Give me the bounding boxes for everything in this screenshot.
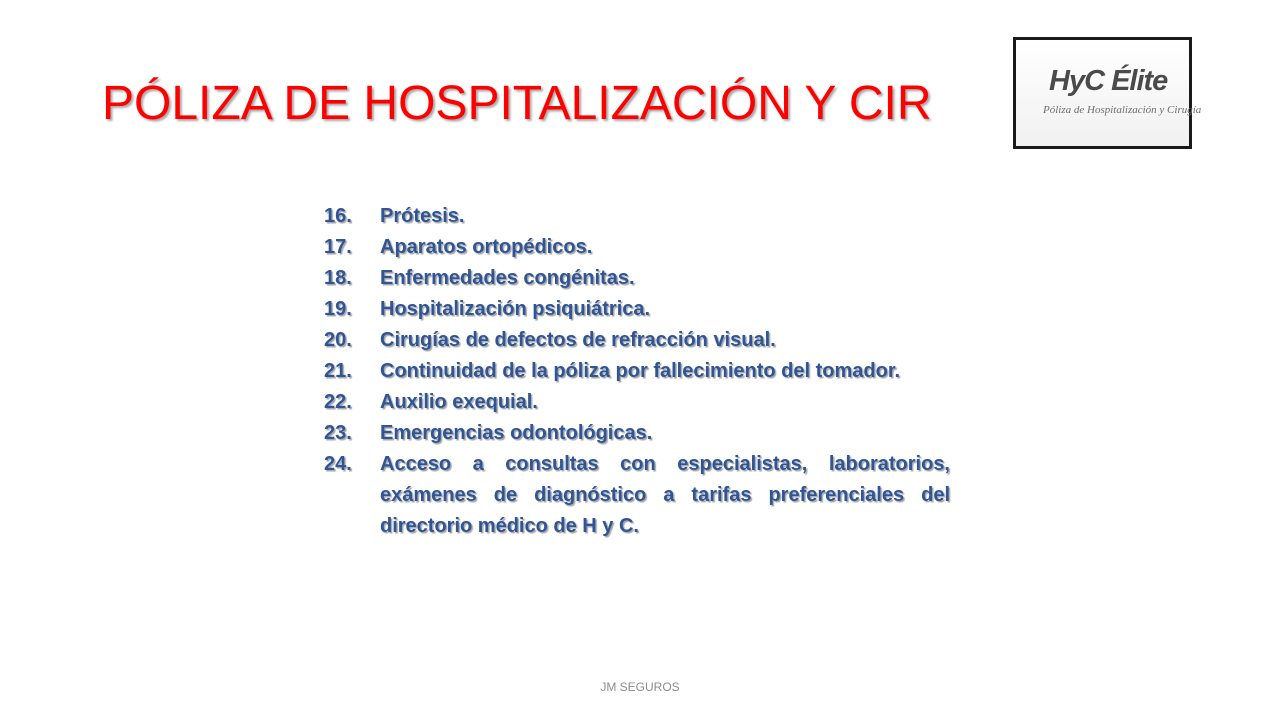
item-text: Enfermedades congénitas. (380, 267, 635, 289)
item-text: Continuidad de la póliza por fallecimiento del tomador. (380, 360, 901, 382)
item-text: Prótesis. (380, 205, 465, 227)
logo-panel (1016, 40, 1202, 146)
list-item (324, 325, 950, 356)
coverage-list (324, 201, 950, 542)
list-item (324, 232, 950, 263)
list-item (324, 418, 950, 449)
item-text: Cirugías de defectos de refracción visual. (380, 329, 776, 351)
item-number: 20. (324, 329, 352, 351)
slide-title: PÓLIZA DE HOSPITALIZACIÓN Y CIR (102, 77, 932, 130)
item-number: 23. (324, 422, 352, 444)
item-number: 21. (324, 360, 352, 382)
item-number: 24. (324, 453, 352, 475)
list-item (324, 356, 950, 387)
hyc-elite-logo (1013, 37, 1202, 149)
list-item (324, 201, 950, 232)
slide-footer: JM SEGUROS (600, 680, 680, 694)
item-text: Emergencias odontológicas. (380, 422, 653, 444)
item-number: 19. (324, 298, 352, 320)
item-number: 22. (324, 391, 352, 413)
logo-tagline: Póliza de Hospitalización y Cirugía (1043, 104, 1202, 116)
list-item (324, 387, 950, 418)
list-item (324, 263, 950, 294)
item-number: 16. (324, 205, 352, 227)
item-number: 18. (324, 267, 352, 289)
list-item (324, 294, 950, 325)
item-text: Hospitalización psiquiátrica. (380, 298, 651, 320)
item-text: Auxilio exequial. (380, 391, 538, 413)
item-text: Aparatos ortopédicos. (380, 236, 593, 258)
item-number: 17. (324, 236, 352, 258)
item-text: Acceso a consultas con especialistas, laboratorios, exámenes de diagnóstico a tarifas preferenciales del directorio médico de H y C. (380, 453, 950, 537)
logo-wordmark: HyC Élite (1049, 65, 1168, 97)
list-item (324, 449, 950, 542)
